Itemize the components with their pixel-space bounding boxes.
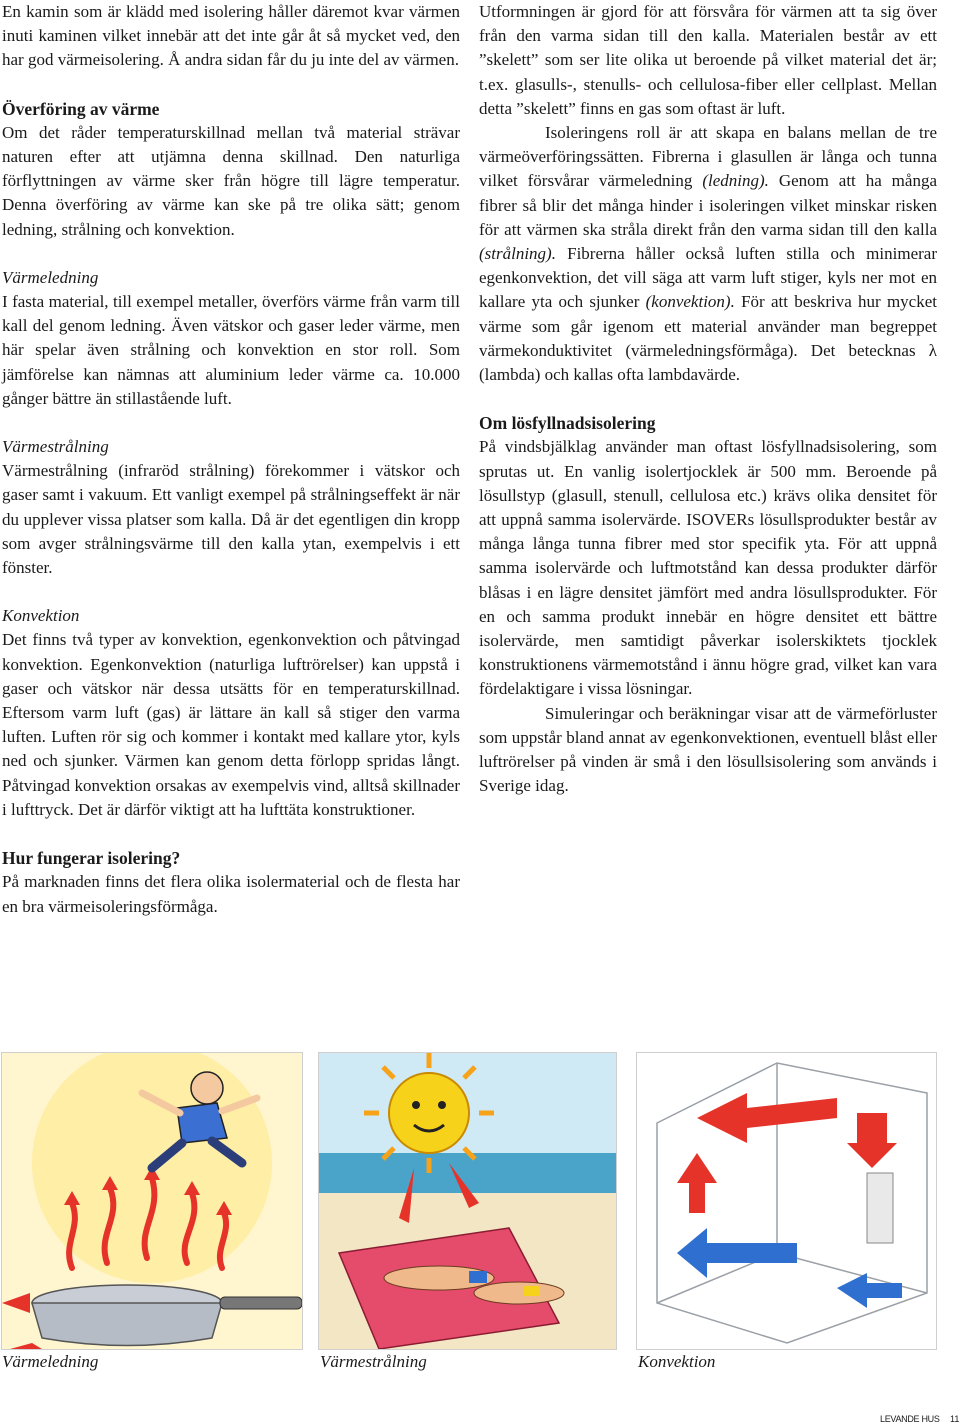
figure-konvektion [636,1052,937,1350]
losfyllnad-paragraph: På vindsbjälklag använder man oftast lösfyllnadsisolering, som sprutas ut. En vanlig isolertjocklek är 500 mm. Beroende på lösullstyp (glasull, stenull, cellulosa etc.) krävs olika densitet för att uppnå samma isolervärde. ISOVERs lösullsprodukter består av många långa tunna fibrer med stor specifik yta. För att uppnå samma isolervärde och luftmotstånd kan dessa produkter därför blåsas i en lägre densitet jämfört med andra lösullsprodukter. För en och samma produkt innebär en högre densitet ett bättre isolervärde, men samtidigt påverkar isolerskiktets tjocklek konstruktionens värmemotstånd i ännu högre grad, vilket kan vara fördelaktigare i vissa lösningar. [479,437,937,699]
figure-varmestralning [318,1052,617,1350]
simulering-paragraph: Simuleringar och beräkningar visar att de värmeförluster som uppstår bland annat av egenkonvektionen, eventuell blåst eller luftrörelser på vinden är små i den lösullsisolering som används i Sverige idag. [479,703,937,796]
heading-varmeledning: Värmeledning [2,267,99,287]
footer-brand: LEVANDE HUS [880,1414,940,1424]
utformning-paragraph: Utformningen är gjord för att försvåra för värmen att ta sig över från den varma sidan till den kalla. Materialen består av ett ”skelett” som ser lite olika ut beroende på vilket material det är; t.ex. glasulls-, stenulls- och cellulosa-fiber eller cellplast. Mellan detta ”skelett” finns en gas som oftast är luft. [479,2,937,118]
beach-illustration [319,1053,616,1349]
heading-varmestralning: Värmestrålning [2,437,109,457]
pan-illustration [2,1053,302,1349]
right-column [479,0,937,799]
left-column [2,0,460,919]
heading-hur-fungerar: Hur fungerar isolering? [2,848,181,869]
isoleringens-roll-paragraph: Isoleringens roll är att skapa en balans mellan de tre värmeöverföringssätten. Fibrerna i glasullen är långa och tunna vilket försvårar värmeledning (ledning). Genom att ha många fibrer så blir det många hinder i isoleringen vilket minskar risken för att värmen ska stråla direkt från den varma sidan till den kalla (strålning). Fibrerna håller också luften stilla och minimerar egenkonvektion, det vill säga att varm luft stiger, kyls ner mot en kallare yta och sjunker (konvektion). För att beskriva hur mycket värme som går igenom ett material använder man begreppet värmekonduktivitet (värmeledningsförmåga). Det betecknas λ (lambda) och kallas ofta lambdavärde. [479,123,937,385]
room-illustration [637,1053,936,1349]
hur-fungerar-paragraph: På marknaden finns det flera olika isolermaterial och de flesta har en bra värmeisoleringsförmåga. [2,872,460,916]
caption-konvektion: Konvektion [638,1352,716,1371]
varmeledning-paragraph: I fasta material, till exempel metaller, överförs värme från varm till kall del genom ledning. Även vätskor och gaser leder värme, men här spelar även strålning och konvektion en stor roll. Som jämförelse kan nämnas att aluminium leder värme ca. 10.000 gånger bättre än stillastående luft. [2,292,460,408]
page-number: 11 [950,1414,960,1424]
intro-paragraph: En kamin som är klädd med isolering håller däremot kvar värmen inuti kaminen vilket innebär att det inte går åt så mycket ved, den har god värmeisolering. Å andra sidan får du ju inte del av värmen. [2,2,460,70]
heading-konvektion: Konvektion [2,606,80,626]
figure-varmeledning [1,1052,303,1350]
overforing-paragraph: Om det råder temperaturskillnad mellan två material strävar naturen efter att utjämna denna skillnad. Den naturliga förflyttningen av värme sker från högre till lägre temperatur. Denna överföring av värme kan ske på tre olika sätt; genom ledning, strålning och konvektion. [2,122,460,239]
caption-varmeledning: Värmeledning [2,1352,99,1371]
heading-overforing: Överföring av värme [2,98,160,119]
konvektion-paragraph: Det finns två typer av konvektion, egenkonvektion och påtvingad konvektion. Egenkonvektion (naturliga luftrörelser) kan uppstå i gaser och vätskor när dessa utsätts för en temperaturskillnad. Eftersom varm luft (gas) är lättare än kall så stiger den varma luften. Luften rör sig och kommer i kontakt med kallare ytor, kyls ned och sjunker. Värmen kan genom detta förlopp spridas långt. Påtvingad konvektion orsakas av exempelvis vind, alltså skillnader i lufttryck. Det är därför viktigt att ha lufttäta konstruktioner. [2,630,460,819]
varmestralning-paragraph: Värmestrålning (infraröd strålning) förekommer i vätskor och gaser samt i vakuum. Ett vanligt exempel på strålningseffekt är när du upplever vissa platser som kalla. Då är det egentligen din kropp som avger strålningsvärme till den kalla ytan, exempelvis i ett fönster. [2,461,460,578]
caption-varmestralning: Värmestrålning [320,1352,427,1371]
heading-losfyllnad: Om lösfyllnadsisolering [479,413,656,434]
